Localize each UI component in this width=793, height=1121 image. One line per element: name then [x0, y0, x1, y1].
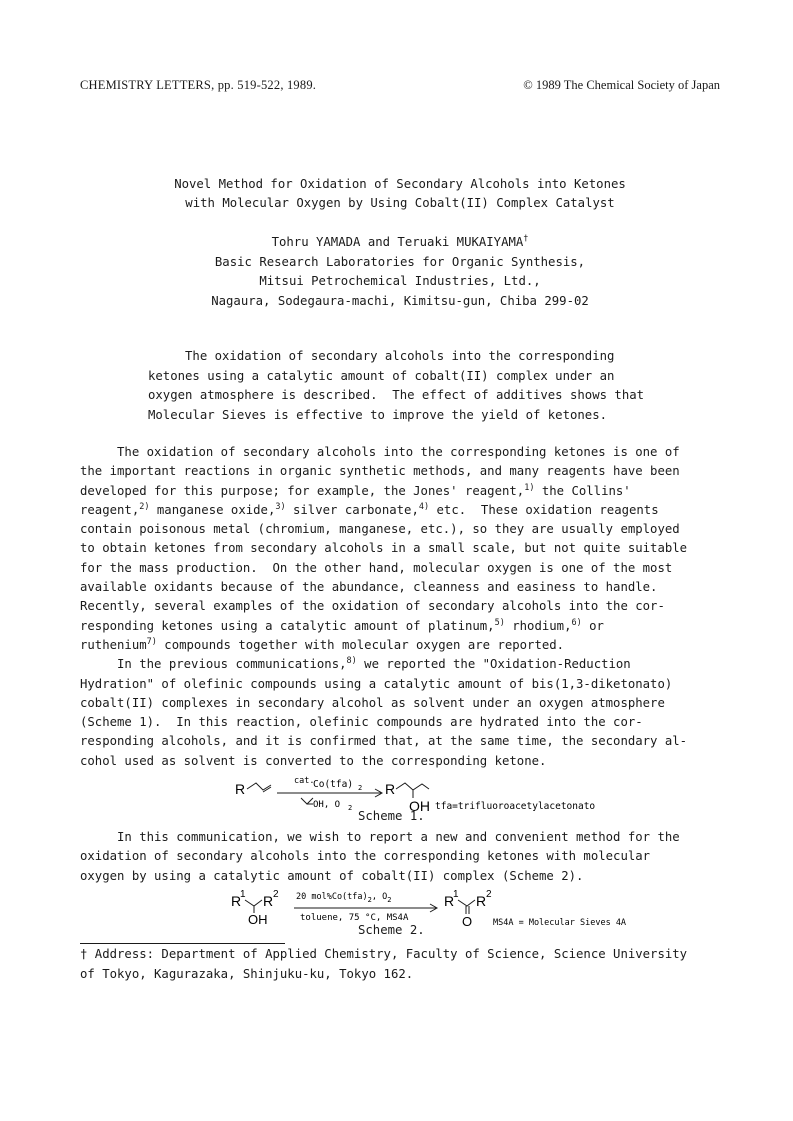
affiliation-line: Nagaura, Sodegaura-machi, Kimitsu-gun, Chiba 299-02 [211, 293, 589, 308]
scheme-1-caption: Scheme 1. [358, 809, 425, 823]
cat-label: cat. [294, 776, 315, 786]
tfa-note: tfa=trifluoroacetylacetonato [435, 801, 596, 812]
reactant-r2-superscript: 2 [273, 889, 279, 900]
body-line [80, 655, 720, 674]
abstract-line: ketones using a catalytic amount of cobalt(II) complex under an [148, 368, 615, 383]
body-line: the important reactions in organic synthetic methods, and many reagents have been [80, 464, 680, 479]
body-text: the Collins' [534, 483, 631, 498]
reactant-skeleton [245, 900, 262, 906]
title-line: Novel Method for Oxidation of Secondary Alcohols into Ketones [174, 177, 626, 191]
product-skeleton [458, 900, 475, 906]
product-r1: R [444, 893, 455, 909]
body-line [80, 482, 720, 501]
abstract [148, 347, 668, 425]
scheme-2-drawing [228, 884, 668, 930]
affiliation-line: Mitsui Petrochemical Industries, Ltd., [259, 274, 541, 288]
journal-citation: CHEMISTRY LETTERS, pp. 519-522, 1989. [80, 78, 317, 92]
body-line [80, 617, 720, 636]
reference-mark: 7) [146, 636, 157, 647]
catalyst-label: Co(tfa) [313, 779, 354, 790]
body-text: responding ketones using a catalytic amount of platinum, [80, 618, 495, 633]
body-text: ruthenium [80, 637, 147, 652]
body-line: available oxidants because of the abundance, cleanness and easiness to handle. [80, 580, 658, 595]
reagent-label [296, 892, 391, 904]
body-line: (Scheme 1). In this reaction, olefinic compounds are hydrated into the cor- [80, 715, 643, 730]
reference-mark: 4) [418, 501, 430, 512]
product-r2-superscript: 2 [486, 889, 492, 900]
reactant-r1-superscript: 1 [240, 889, 246, 900]
body-line: cobalt(II) complexes in secondary alcohol as solvent under an oxygen atmosphere [80, 695, 665, 710]
affiliation-line: Basic Research Laboratories for Organic Synthesis, [214, 254, 586, 269]
footnote-divider [80, 943, 285, 944]
body-line [80, 636, 720, 655]
reactant-r1: R [231, 893, 242, 909]
product-oh: OH [409, 798, 430, 814]
author-names-text: Tohru YAMADA and Teruaki MUKAIYAMA [271, 235, 524, 249]
catalyst-subscript: 2 [358, 784, 363, 792]
abstract-line: The oxidation of secondary alcohols into the corresponding [148, 349, 615, 363]
solvent-label: OH, O [313, 800, 341, 810]
body-line: The oxidation of secondary alcohols into the corresponding ketones is one of [80, 445, 680, 459]
product-r1-superscript: 1 [453, 889, 459, 900]
reference-mark: 8) [346, 656, 357, 667]
scheme-1 [225, 776, 665, 824]
reagent-text: 20 mol%Co(tfa) [296, 892, 368, 902]
reference-mark: 3) [275, 501, 286, 512]
body-line [80, 501, 720, 520]
product-oxygen: O [462, 914, 473, 929]
body-text: we reported the "Oxidation-Reduction [356, 657, 631, 672]
article-title [80, 175, 720, 213]
body-text: reagent, [80, 502, 140, 517]
abstract-line: oxygen atmosphere is described. The effect of additives shows that [148, 388, 645, 402]
reagent-oxygen: , O [371, 892, 388, 902]
body-line: In this communication, we wish to report a new and convenient method for the [80, 830, 680, 844]
body-text: compounds together with molecular oxygen are reported. [156, 637, 565, 652]
dagger-mark: † [523, 234, 529, 244]
body-line: to obtain ketones from secondary alcohols in a small scale, but not quite suitable [80, 541, 688, 556]
product-r2: R [476, 893, 487, 909]
reagent-subscript: 2 [367, 896, 372, 904]
running-header [80, 78, 720, 96]
body-text: developed for this purpose; for example, the Jones' reagent, [80, 483, 525, 498]
body-line: Hydration" of olefinic compounds using a catalytic amount of bis(1,3-diketonato) [80, 676, 673, 691]
body-paragraphs-1 [80, 443, 720, 771]
reactant-r: R [235, 781, 246, 797]
body-text: silver carbonate, [285, 502, 419, 517]
footnote-line: of Tokyo, Kagurazaka, Shinjuku-ku, Tokyo 162. [80, 966, 414, 981]
body-line: oxygen by using a catalytic amount of cobalt(II) complex (Scheme 2). [80, 868, 584, 883]
scheme-1-drawing [225, 776, 665, 824]
body-line: for the mass production. On the other hand, molecular oxygen is one of the most [80, 560, 673, 575]
reference-mark: 1) [524, 482, 535, 493]
reagent-oxygen-subscript: 2 [387, 896, 392, 904]
isopropanol-structure [301, 798, 313, 804]
scheme-2 [228, 884, 668, 930]
body-text: etc. These oxidation reagents [429, 502, 659, 517]
title-line: with Molecular Oxygen by Using Cobalt(II) Complex Catalyst [185, 196, 615, 210]
reactant-r2: R [263, 893, 274, 909]
conditions-label: toluene, 75 °C, MS4A [300, 913, 409, 923]
body-text: manganese oxide, [149, 502, 276, 517]
body-line: Recently, several examples of the oxidation of secondary alcohols into the cor- [80, 599, 665, 614]
body-line: responding alcohols, and it is confirmed that, at the same time, the secondary al- [80, 734, 688, 749]
ms4a-note: MS4A = Molecular Sieves 4A [493, 918, 627, 928]
body-line: oxidation of secondary alcohols into the corresponding ketones with molecular [80, 849, 651, 864]
footnote-line: † Address: Department of Applied Chemistry, Faculty of Science, Science University [80, 947, 688, 961]
reference-mark: 6) [571, 617, 582, 628]
body-text: or [581, 618, 604, 633]
reference-mark: 5) [494, 617, 505, 628]
scheme-2-caption: Scheme 2. [358, 923, 425, 937]
product-r: R [385, 781, 396, 797]
author-names [80, 233, 720, 253]
product-chain [396, 783, 429, 790]
body-line: cohol used as solvent is converted to the corresponding ketone. [80, 753, 547, 768]
body-text: In the previous communications, [80, 657, 347, 672]
footnote [80, 945, 720, 984]
body-text: rhodium, [504, 618, 572, 633]
reference-mark: 2) [139, 501, 150, 512]
copyright-notice: © 1989 The Chemical Society of Japan [523, 78, 720, 92]
author-block [80, 233, 720, 311]
solvent-subscript: 2 [348, 804, 353, 812]
reactant-oh: OH [248, 912, 268, 927]
abstract-line: Molecular Sieves is effective to improve the yield of ketones. [148, 407, 608, 422]
body-line: contain poisonous metal (chromium, manganese, etc.), so they are usually employed [80, 522, 680, 537]
body-paragraphs-2 [80, 828, 720, 886]
